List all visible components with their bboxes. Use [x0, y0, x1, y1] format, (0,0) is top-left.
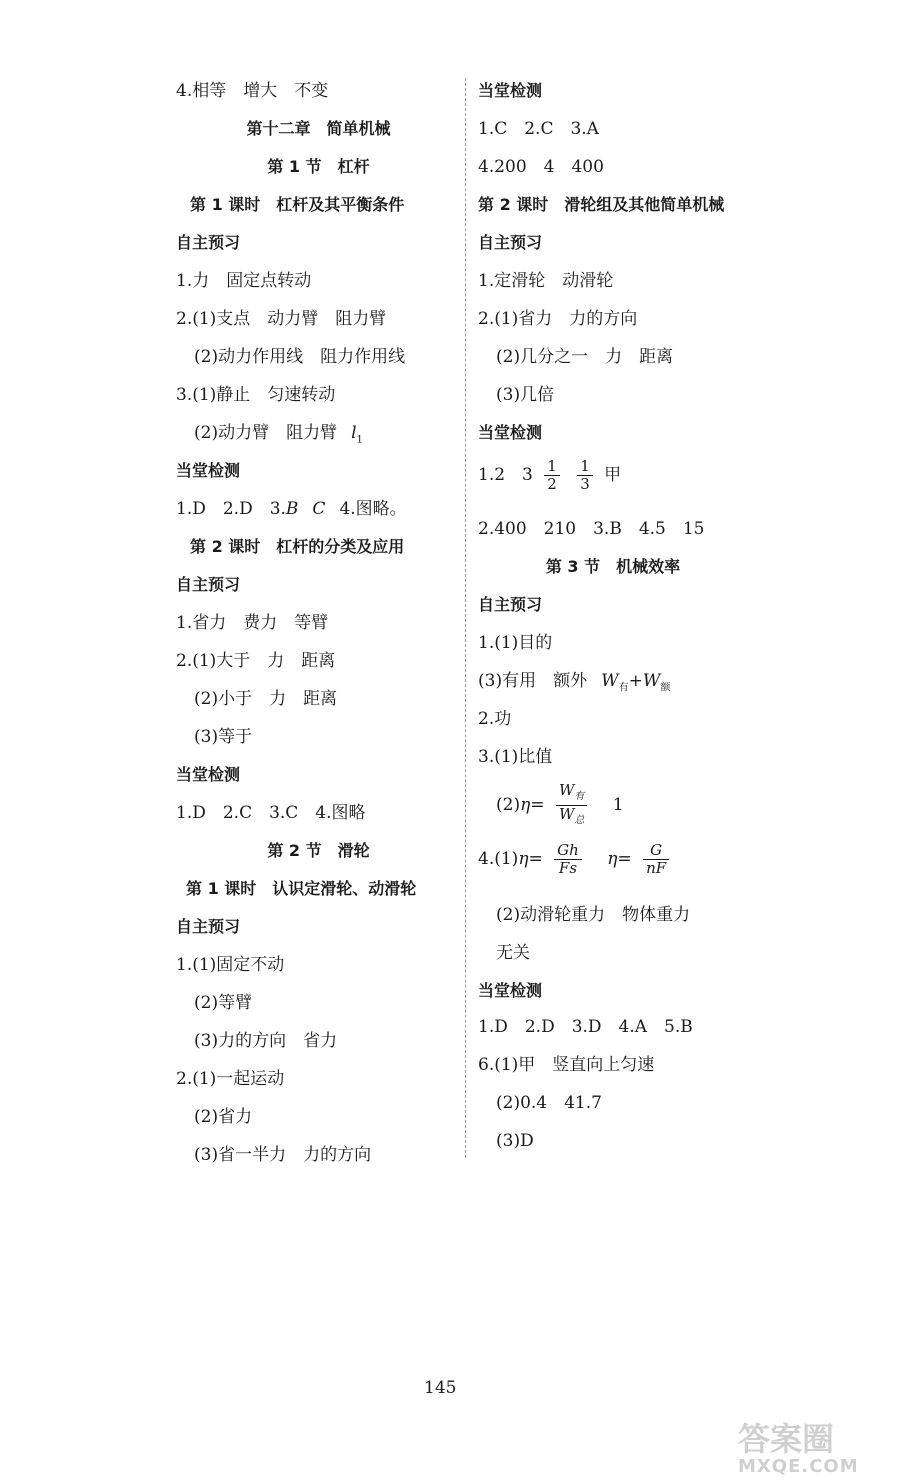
watermark-logo: [738, 1422, 898, 1478]
answer-option: C: [312, 499, 326, 519]
answer-text: 1: [612, 795, 624, 815]
denominator: 3: [580, 475, 590, 493]
answer-line: [478, 670, 670, 699]
answer-line: 4.200 4 400: [478, 157, 604, 177]
answer-line: 1.C 2.C 3.A: [478, 119, 599, 139]
answer-line: 1.(1)固定不动: [176, 955, 285, 975]
answer-line: (2)几分之一 力 距离: [496, 347, 674, 367]
answer-line: 1.力 固定点转动: [176, 271, 312, 291]
answer-text: (3)有用 额外: [478, 671, 588, 691]
answer-line: 1.D 2.C 3.C 4.图略: [176, 803, 366, 823]
answer-line: 2.(1)支点 动力臂 阻力臂: [176, 309, 387, 329]
answer-line: 2.(1)一起运动: [176, 1069, 285, 1089]
check-heading: 当堂检测: [478, 81, 543, 100]
column-divider: [465, 78, 466, 1158]
symbol-eta: η: [518, 849, 529, 869]
preview-heading: 自主预习: [478, 233, 543, 252]
answer-line: 无关: [496, 943, 530, 963]
answer-line: 1.定滑轮 动滑轮: [478, 271, 614, 291]
numerator: W: [558, 781, 575, 799]
numerator: Gh: [554, 842, 582, 860]
check-heading: 当堂检测: [176, 765, 241, 784]
answer-line: (3)D: [496, 1131, 534, 1151]
answer-line: 2.400 210 3.B 4.5 15: [478, 519, 705, 539]
subscript: 1: [356, 434, 363, 446]
answer-line: 3.(1)比值: [478, 747, 553, 767]
answer-line: (3)力的方向 省力: [194, 1031, 338, 1051]
answer-line: (2)0.4 41.7: [496, 1093, 602, 1113]
answer-line: (2)动滑轮重力 物体重力: [496, 905, 691, 925]
lesson-title: 第 1 课时 杠杆及其平衡条件: [190, 195, 405, 214]
subscript: 有: [574, 791, 585, 802]
watermark-text: 答案圈: [738, 1420, 835, 1458]
preview-heading: 自主预习: [478, 595, 543, 614]
answer-line: 1.D 2.D 3.D 4.A 5.B: [478, 1017, 693, 1037]
answer-line: [478, 458, 621, 493]
answer-line: (3)几倍: [496, 385, 555, 405]
section-title: 第 2 节 滑轮: [267, 841, 370, 860]
fraction: [577, 458, 593, 493]
answer-line: [176, 498, 407, 520]
answer-line: (3)等于: [194, 727, 253, 747]
subscript: 总: [574, 815, 585, 826]
answer-text: 1.2 3: [478, 465, 533, 485]
fraction: [556, 782, 587, 829]
answer-line: (2)小于 力 距离: [194, 689, 338, 709]
answer-line: [496, 782, 624, 829]
answer-line: (2)等臂: [194, 993, 253, 1013]
answer-line: 2.功: [478, 709, 512, 729]
chapter-title: 第十二章 简单机械: [246, 119, 391, 138]
answer-line: 6.(1)甲 竖直向上匀速: [478, 1055, 655, 1075]
fraction: [554, 842, 582, 877]
symbol-w: W: [642, 671, 661, 691]
preview-heading: 自主预习: [176, 917, 241, 936]
equals-sign: =: [528, 849, 543, 869]
answer-option: B: [285, 499, 299, 519]
lesson-title: 第 2 课时 滑轮组及其他简单机械: [478, 195, 725, 214]
answer-line: 4.相等 增大 不变: [176, 81, 329, 101]
preview-heading: 自主预习: [176, 575, 241, 594]
watermark-url: MXQE.COM: [738, 1456, 859, 1477]
answer-text: 4.图略。: [339, 499, 407, 519]
symbol-l: l: [351, 423, 357, 443]
answer-line: (3)省一半力 力的方向: [194, 1145, 372, 1165]
symbol-eta: η: [520, 795, 531, 815]
subscript: 有: [618, 682, 629, 694]
section-title: 第 3 节 机械效率: [545, 557, 681, 576]
answer-line: (2)省力: [194, 1107, 253, 1127]
page-number: 145: [424, 1378, 457, 1398]
answer-text: (2): [496, 795, 521, 815]
answer-line: [478, 842, 675, 877]
lesson-title: 第 2 课时 杠杆的分类及应用: [190, 537, 405, 556]
section-title: 第 1 节 杠杆: [267, 157, 370, 176]
denominator: Fs: [558, 859, 578, 877]
preview-heading: 自主预习: [176, 233, 241, 252]
answer-line: 3.(1)静止 匀速转动: [176, 385, 336, 405]
answer-line: 1.省力 费力 等臂: [176, 613, 329, 633]
answer-line: 1.(1)目的: [478, 633, 553, 653]
numerator: G: [643, 842, 669, 860]
answer-line: [194, 422, 363, 451]
denominator: W: [558, 805, 575, 823]
answer-text: (2)动力臂 阻力臂: [194, 423, 338, 443]
fraction: [544, 458, 560, 493]
check-heading: 当堂检测: [478, 423, 543, 442]
check-heading: 当堂检测: [478, 981, 543, 1000]
answer-text: 4.(1): [478, 849, 519, 869]
answer-line: 2.(1)大于 力 距离: [176, 651, 336, 671]
equals-sign: =: [617, 849, 632, 869]
denominator: 2: [547, 475, 557, 493]
symbol-eta: η: [607, 849, 618, 869]
answer-line: 2.(1)省力 力的方向: [478, 309, 638, 329]
answer-text: 甲: [604, 465, 622, 485]
check-heading: 当堂检测: [176, 461, 241, 480]
answer-text: 1.D 2.D 3.: [176, 499, 286, 519]
symbol-w: W: [601, 671, 619, 691]
lesson-title: 第 1 课时 认识定滑轮、动滑轮: [186, 879, 417, 898]
plus-sign: +: [628, 671, 643, 691]
numerator: 1: [577, 458, 593, 476]
subscript: 额: [660, 682, 671, 694]
answer-line: (2)动力作用线 阻力作用线: [194, 347, 406, 367]
equals-sign: =: [530, 795, 545, 815]
fraction: [643, 842, 669, 877]
denominator: nF: [646, 859, 667, 877]
numerator: 1: [544, 458, 560, 476]
